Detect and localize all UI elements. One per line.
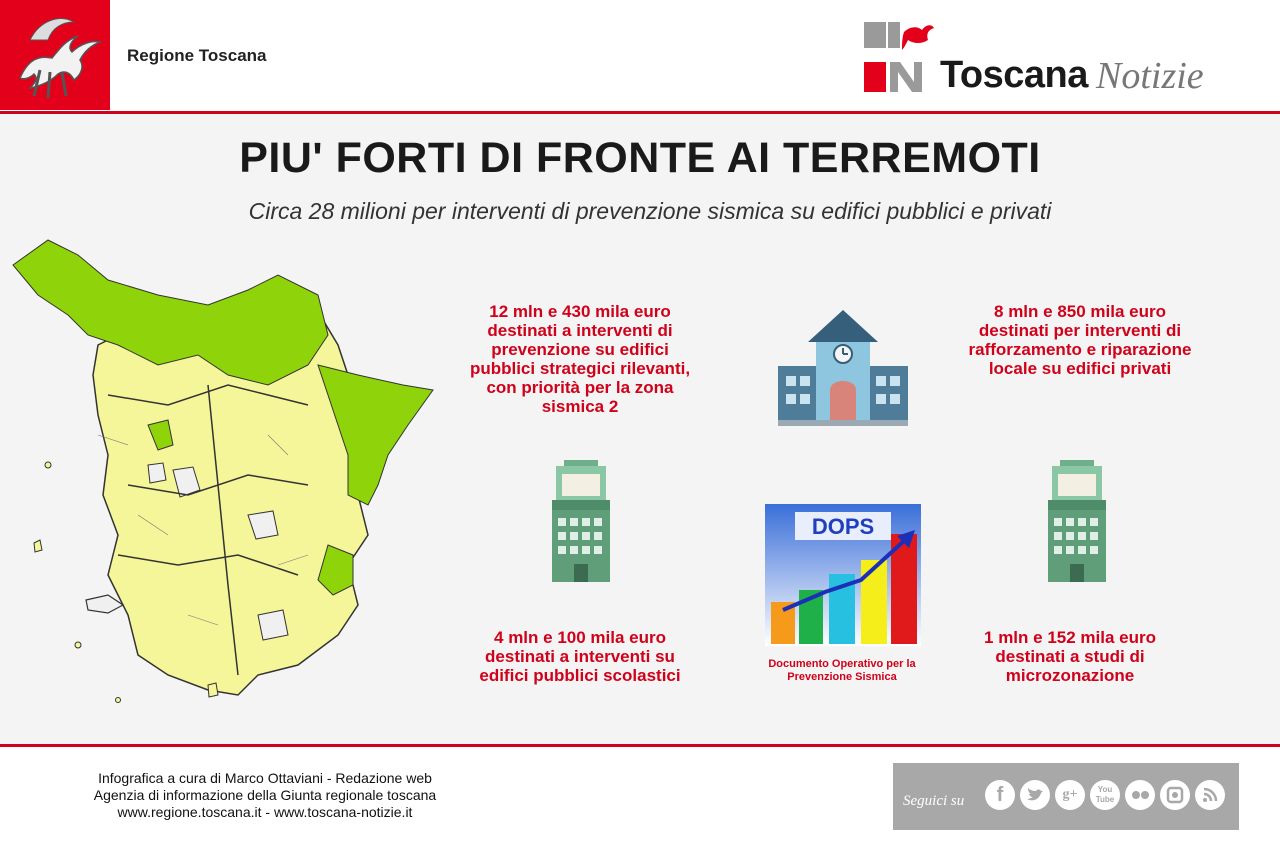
youtube-icon[interactable]: You Tube — [1090, 780, 1120, 810]
regione-toscana-logo[interactable] — [0, 0, 110, 110]
fact-microzonation: 1 mln e 152 mila euro destinati a studi di microzonazione — [984, 628, 1156, 685]
map-island-giglio — [208, 683, 218, 697]
twitter-icon[interactable] — [1020, 780, 1050, 810]
brand-word: Toscana — [940, 54, 1088, 96]
dops-label: DOPS — [811, 514, 875, 539]
tall-building-icon-left — [550, 460, 612, 582]
header — [0, 0, 1280, 112]
fact-private-buildings: 8 mln e 850 mila euro destinati per interventi di rafforzamento e riparazione locale su edifici privati — [968, 302, 1192, 378]
instagram-icon[interactable] — [1160, 780, 1190, 810]
map-region-white-3 — [258, 610, 288, 640]
flickr-icon[interactable] — [1125, 780, 1155, 810]
seguici-label: Seguici su — [903, 793, 965, 809]
map-island-elba — [86, 595, 123, 613]
tall-building-icon-right — [1046, 460, 1108, 582]
brand-word-italic: Notizie — [1096, 55, 1204, 97]
dops-growth-chart-icon — [765, 504, 921, 646]
map-region-white-4 — [148, 463, 166, 483]
pegasus-icon — [0, 0, 110, 110]
map-island-capraia — [34, 540, 42, 552]
facebook-icon[interactable]: f — [985, 780, 1015, 810]
fact-school-buildings: 4 mln e 100 mila euro destinati a interventi su edifici pubblici scolastici — [479, 628, 681, 685]
dops-caption: Documento Operativo per la Prevenzione Sismica — [768, 658, 916, 683]
credits-agency: Agenzia di informazione della Giunta regionale toscana — [93, 787, 437, 803]
dops-graphic — [765, 504, 921, 646]
map-island-giannutri — [116, 698, 121, 703]
page-subtitle: Circa 28 milioni per interventi di prevenzione sismica su edifici pubblici e privati — [248, 198, 1052, 224]
map-island-gorgona — [45, 462, 51, 468]
tuscany-seismic-map — [8, 235, 438, 705]
region-name: Regione Toscana — [127, 46, 267, 65]
social-bar — [893, 763, 1239, 830]
credits-author: Infografica a cura di Marco Ottaviani - Redazione web — [98, 770, 432, 786]
tn-monogram-icon — [864, 22, 936, 92]
map-island-pianosa — [75, 642, 81, 648]
page-title: PIU' FORTI DI FRONTE AI TERREMOTI — [239, 134, 1041, 182]
footer-credits — [20, 770, 510, 821]
school-building-icon — [778, 306, 908, 426]
googleplus-icon[interactable]: g+ — [1055, 780, 1085, 810]
credits-websites[interactable]: www.regione.toscana.it - www.toscana-notizie.it — [117, 804, 413, 820]
rss-icon[interactable] — [1195, 780, 1225, 810]
fact-strategic-buildings: 12 mln e 430 mila euro destinati a interventi di prevenzione su edifici pubblici strategici rilevanti, con priorità per la zona sismica 2 — [469, 302, 691, 416]
